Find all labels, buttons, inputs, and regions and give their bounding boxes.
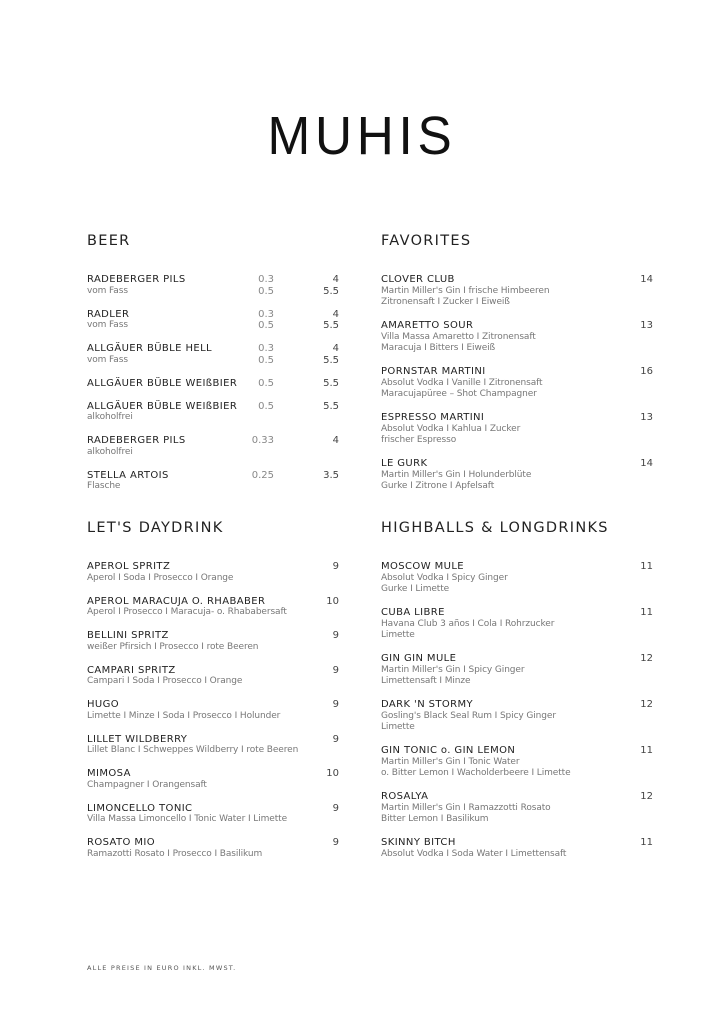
menu-item [381,607,653,642]
item-description: Ramazotti Rosato I Prosecco I Basilikum [87,848,263,859]
item-price: 5.5 [323,377,339,389]
item-description: Absolut Vodka I Soda Water I Limettensaft [381,848,567,859]
item-description: Flasche [87,481,121,491]
section-heading: LET'S DAYDRINK [87,520,224,536]
item-description: Martin Miller's Gin I Holunderblüte [381,469,532,480]
menu-item [381,791,653,826]
item-description: Aperol I Prosecco I Maracuja- o. Rhababersaft [87,607,287,617]
menu-item [87,309,339,332]
item-size: 0.5 [258,320,274,331]
restaurant-logo: MUHIS [267,106,457,166]
item-description: Limette [381,722,415,732]
favorites-section [381,232,653,504]
beer-list [87,274,339,493]
item-description: Martin Miller's Gin I frische Himbeeren [381,285,550,296]
menu-item [381,837,653,860]
item-description: Gosling's Black Seal Rum I Spicy Ginger [381,710,556,721]
item-name: LIMONCELLO TONIC [87,802,193,814]
item-price: 14 [640,458,653,469]
beer-section [87,232,339,504]
section-heading: BEER [87,233,131,249]
item-price: 5.5 [323,285,339,297]
menu-item [381,561,653,596]
item-price: 16 [640,366,653,377]
menu-item [87,343,339,366]
item-name: PORNSTAR MARTINI [381,366,486,377]
item-price: 4 [332,308,339,320]
item-name: MOSCOW MULE [381,561,465,572]
item-prices [323,343,339,366]
item-name: ESPRESSO MARTINI [381,412,485,423]
item-size: 0.3 [258,274,274,285]
item-name: HUGO [87,699,120,710]
daydrink-list [87,561,339,860]
item-description: Absolut Vodka I Spicy Ginger [381,572,508,583]
menu-item [87,734,339,757]
item-size: 0.3 [258,343,274,354]
menu-item [381,458,653,493]
menu-item [87,561,339,584]
item-name: RADEBERGER PILS [87,435,186,446]
item-name: LILLET WILDBERRY [87,733,188,745]
menu-item [87,401,339,424]
item-description: vom Fass [87,354,128,365]
item-description: Bitter Lemon I Basilikum [381,814,489,824]
menu-item [381,274,653,309]
item-sizes [258,343,274,366]
item-name: ROSALYA [381,791,429,802]
item-name: ALLGÄUER BÜBLE WEIßBIER [87,400,238,412]
item-size: 0.3 [258,308,274,320]
item-price: 12 [640,791,653,802]
menu-item [87,378,339,390]
menu-item [381,412,653,447]
item-size: 0.33 [251,435,274,446]
item-price: 11 [640,837,653,848]
menu-item [87,837,339,860]
item-name: BELLINI SPRITZ [87,630,169,641]
item-prices [323,378,339,390]
item-description: frischer Espresso [381,435,457,445]
item-description: Aperol I Soda I Prosecco I Orange [87,572,234,583]
item-sizes [258,378,274,390]
item-description: alkoholfrei [87,446,133,457]
item-price: 11 [640,561,653,572]
item-name: CUBA LIBRE [381,607,445,618]
menu-item [87,470,339,493]
item-name: CLOVER CLUB [381,274,455,285]
item-description: vom Fass [87,285,128,296]
item-description: Martin Miller's Gin I Spicy Ginger [381,664,525,675]
menu-item [87,699,339,722]
item-price: 5.5 [323,400,339,412]
item-description: Villa Massa Limoncello I Tonic Water I Limette [87,814,288,824]
item-description: Gurke I Limette [381,584,450,594]
highballs-list [381,561,653,860]
item-description: Gurke I Zitrone I Apfelsaft [381,481,495,491]
item-description: Limette [381,630,415,640]
item-description: Maracujapüree – Shot Champagner [381,389,537,399]
item-name: DARK 'N STORMY [381,699,474,710]
item-price: 11 [640,607,653,618]
item-description: Absolut Vodka I Vanille I Zitronensaft [381,377,543,388]
item-price: 9 [332,837,339,848]
item-description: Zitronensaft I Zucker I Eiweiß [381,297,510,307]
item-description: Absolut Vodka I Kahlua I Zucker [381,423,521,434]
item-description: alkoholfrei [87,412,133,422]
item-prices [323,470,339,482]
highballs-section [381,519,653,872]
menu-item [87,435,339,458]
item-description: Maracuja I Bitters I Eiweiß [381,343,496,353]
item-description: Limettensaft I Minze [381,676,471,686]
item-price: 10 [326,768,339,779]
item-description: vom Fass [87,320,128,330]
item-price: 12 [640,653,653,664]
item-price: 14 [640,274,653,285]
item-description: Martin Miller's Gin I Tonic Water [381,756,520,767]
section-heading: HIGHBALLS & LONGDRINKS [381,520,609,536]
item-price: 4 [332,274,339,285]
menu-item [87,596,339,619]
menu-item [87,274,339,297]
item-size: 0.25 [251,469,274,481]
item-name: SKINNY BITCH [381,837,456,848]
item-name: APEROL SPRITZ [87,561,171,572]
section-heading: FAVORITES [381,233,472,249]
menu-item [381,320,653,355]
item-price: 9 [332,699,339,710]
item-price: 4 [332,435,339,446]
price-note: ALLE PREISE IN EURO INKL. MWST. [87,964,237,972]
menu-item [381,745,653,780]
item-size: 0.5 [258,285,274,297]
item-description: Lillet Blanc I Schweppes Wildberry I rote Beeren [87,745,299,755]
item-price: 13 [640,412,653,423]
item-sizes [258,401,274,413]
item-description: Villa Massa Amaretto I Zitronensaft [381,331,536,342]
item-description: Campari I Soda I Prosecco I Orange [87,676,243,686]
daydrink-section [87,519,339,872]
item-price: 4 [332,343,339,354]
item-price: 13 [640,320,653,331]
menu-item [381,366,653,401]
item-size: 0.5 [258,377,274,389]
item-sizes [252,435,274,447]
item-name: ALLGÄUER BÜBLE HELL [87,343,213,354]
item-prices [323,274,339,297]
item-price: 9 [332,561,339,572]
item-prices [323,401,339,413]
item-name: RADEBERGER PILS [87,274,186,285]
item-name: AMARETTO SOUR [381,320,474,331]
item-name: RADLER [87,308,130,320]
item-description: weißer Pfirsich I Prosecco I rote Beeren [87,641,259,652]
item-price: 10 [326,595,339,607]
item-name: ALLGÄUER BÜBLE WEIßBIER [87,377,238,389]
item-sizes [252,470,274,482]
item-description: Havana Club 3 años I Cola I Rohrzucker [381,618,555,629]
item-name: STELLA ARTOIS [87,469,169,481]
menu-item [381,699,653,734]
menu-item [87,665,339,688]
menu-item [87,630,339,653]
menu-item [87,768,339,791]
item-name: GIN TONIC o. GIN LEMON [381,745,516,756]
item-sizes [258,274,274,297]
item-price: 9 [332,733,339,745]
item-price: 9 [332,802,339,814]
item-sizes [258,309,274,332]
item-price: 12 [640,699,653,710]
item-name: GIN GIN MULE [381,653,457,664]
item-description: Limette I Minze I Soda I Prosecco I Holunder [87,710,281,721]
item-prices [323,309,339,332]
item-price: 11 [640,745,653,756]
item-price: 9 [332,664,339,676]
item-name: LE GURK [381,458,428,469]
item-name: CAMPARI SPRITZ [87,664,176,676]
item-price: 9 [332,630,339,641]
item-description: Martin Miller's Gin I Ramazzotti Rosato [381,802,551,813]
favorites-list [381,274,653,493]
item-prices [333,435,339,447]
item-name: ROSATO MIO [87,837,156,848]
item-description: o. Bitter Lemon I Wacholderbeere I Limette [381,768,571,778]
menu-item [381,653,653,688]
item-name: MIMOSA [87,768,131,779]
item-size: 0.5 [258,400,274,412]
menu-item [87,803,339,826]
item-price: 5.5 [323,354,339,366]
item-price: 5.5 [323,320,339,331]
item-name: APEROL MARACUJA O. RHABABER [87,595,266,607]
item-price: 3.5 [323,469,339,481]
item-description: Champagner I Orangensaft [87,779,207,790]
item-size: 0.5 [258,354,274,366]
